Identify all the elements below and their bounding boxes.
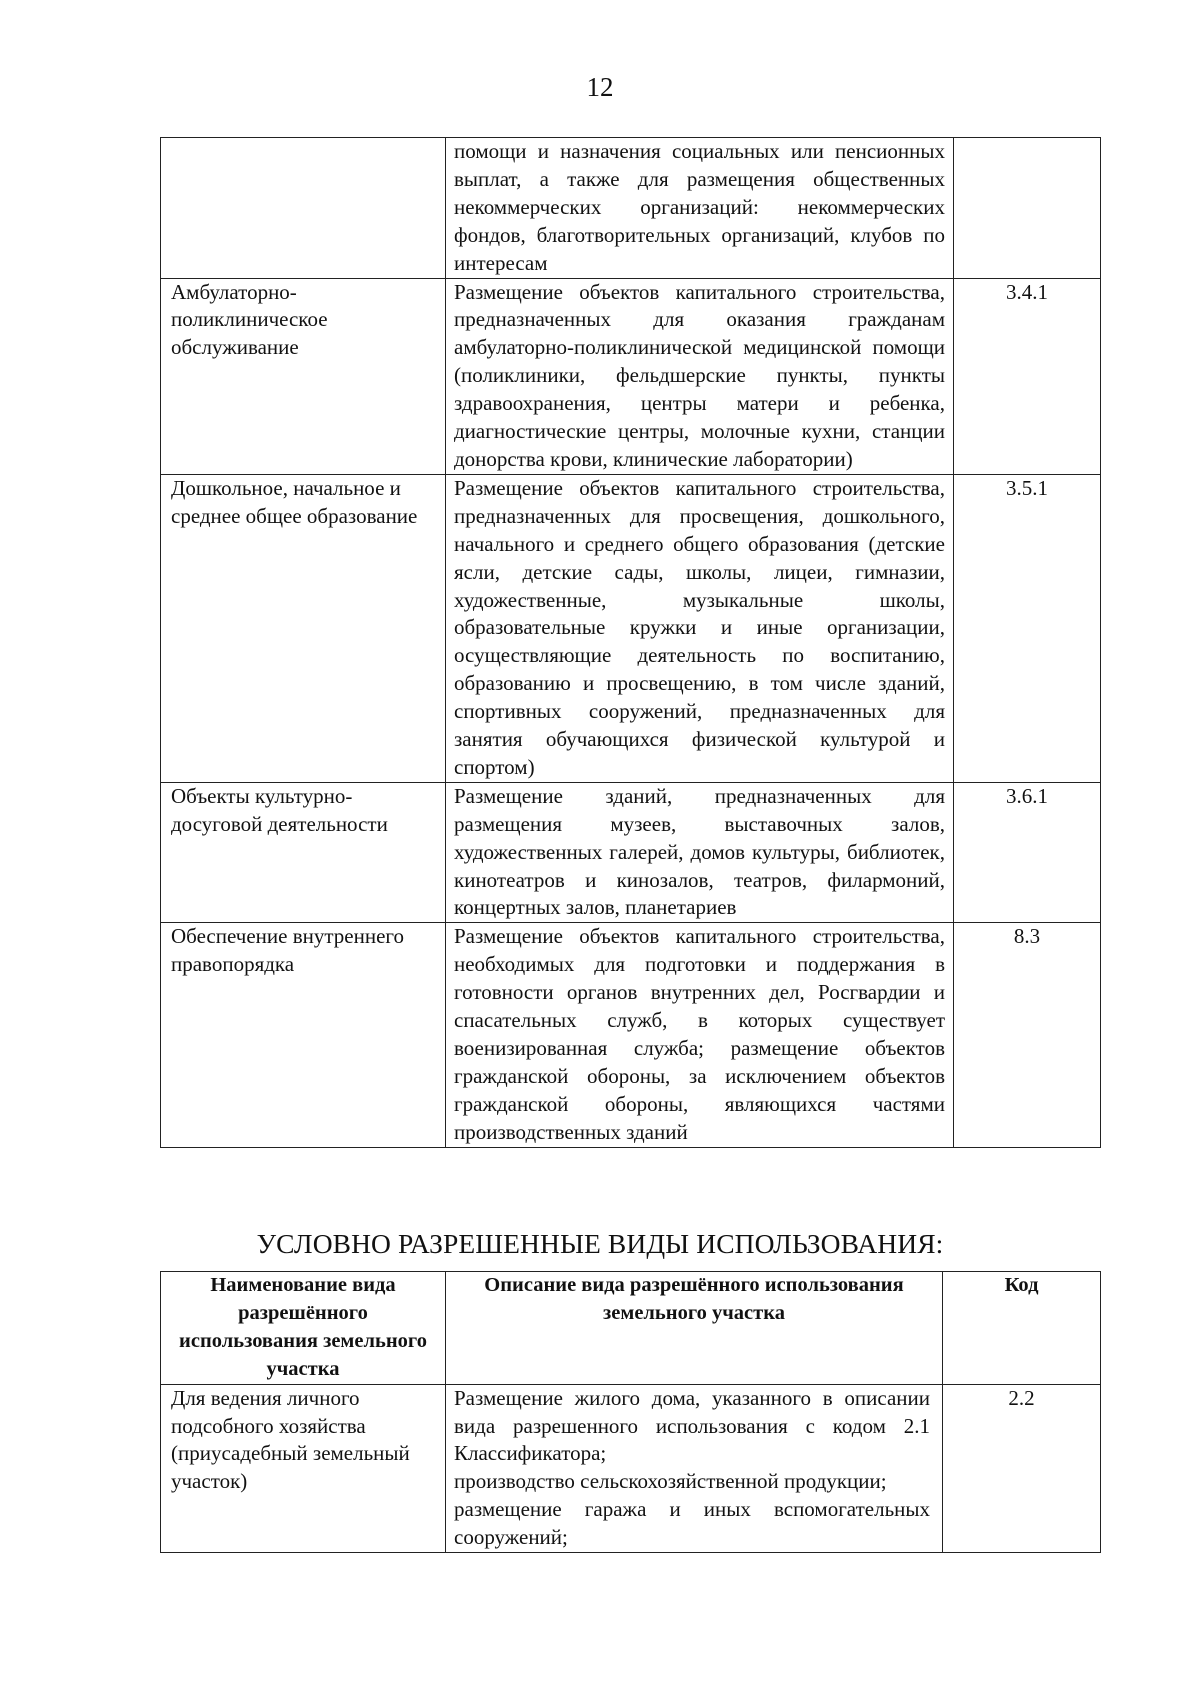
use-description-cell (446, 1384, 943, 1552)
description-line: производство сельскохозяйственной продукции; (454, 1469, 887, 1494)
permitted-uses-table (160, 137, 1101, 1148)
table-row (161, 1384, 1101, 1552)
header-code: Код (943, 1272, 1101, 1385)
table-row (161, 782, 1101, 923)
conditional-uses-table (160, 1271, 1101, 1553)
header-description: Описание вида разрешённого использования земельного участка (446, 1272, 943, 1385)
table-header-row (161, 1272, 1101, 1385)
use-code-cell (954, 138, 1101, 279)
table-row (161, 278, 1101, 474)
description-line: Размещение жилого дома, указанного в описании вида разрешенного использования с кодом 2.1 Классификатора; (454, 1385, 930, 1466)
use-description-cell: Размещение объектов капитального строительства, предназначенных для просвещения, дошкольного, начального и среднего общего образования (детские ясли, детские сады, школы, лицеи, гимназии, художественные, музыкальные школы, образовательные кружки и иные организации, осуществляющие деятельность по воспитанию, образованию и просвещению, в том числе зданий, спортивных сооружений, предназначенных для занятия обучающихся физической культурой и спортом) (446, 474, 954, 782)
table-row (161, 138, 1101, 279)
header-name: Наименование вида разрешённого использования земельного участка (161, 1272, 446, 1385)
use-name-cell: Объекты культурно-досуговой деятельности (161, 782, 446, 923)
use-name-cell: Дошкольное, начальное и среднее общее образование (161, 474, 446, 782)
use-description-cell: Размещение объектов капитального строительства, необходимых для подготовки и поддержания в готовности органов внутренних дел, Росгвардии и спасательных служб, в которых существует военизированная служба; размещение объектов гражданской обороны, за исключением объектов гражданской обороны, являющихся частями производственных зданий (446, 923, 954, 1147)
description-line: размещение гаража и иных вспомогательных сооружений; (454, 1497, 930, 1550)
page-number: 12 (586, 72, 614, 102)
use-description-cell: Размещение зданий, предназначенных для размещения музеев, выставочных залов, художественных галерей, домов культуры, библиотек, кинотеатров и кинозалов, театров, филармоний, концертных залов, планетариев (446, 782, 954, 923)
use-name-cell: Для ведения личного подсобного хозяйства (приусадебный земельный участок) (161, 1384, 446, 1552)
use-name-cell (161, 138, 446, 279)
use-description-cell: помощи и назначения социальных или пенсионных выплат, а также для размещения общественных некоммерческих организаций: некоммерческих фондов, благотворительных организаций, клубов по интересам (446, 138, 954, 279)
table-row (161, 474, 1101, 782)
section-heading: УСЛОВНО РАЗРЕШЕННЫЕ ВИДЫ ИСПОЛЬЗОВАНИЯ: (256, 1228, 944, 1259)
use-code-cell: 3.4.1 (954, 278, 1101, 474)
use-name-cell: Амбулаторно-поликлиническое обслуживание (161, 278, 446, 474)
use-description-cell: Размещение объектов капитального строительства, предназначенных для оказания гражданам амбулаторно-поликлинической медицинской помощи (поликлиники, фельдшерские пункты, пункты здравоохранения, центры матери и ребенка, диагностические центры, молочные кухни, станции донорства крови, клинические лаборатории) (446, 278, 954, 474)
use-code-cell: 8.3 (954, 923, 1101, 1147)
use-code-cell: 3.5.1 (954, 474, 1101, 782)
use-code-cell: 2.2 (943, 1384, 1101, 1552)
table-row (161, 923, 1101, 1147)
use-code-cell: 3.6.1 (954, 782, 1101, 923)
use-name-cell: Обеспечение внутреннего правопорядка (161, 923, 446, 1147)
